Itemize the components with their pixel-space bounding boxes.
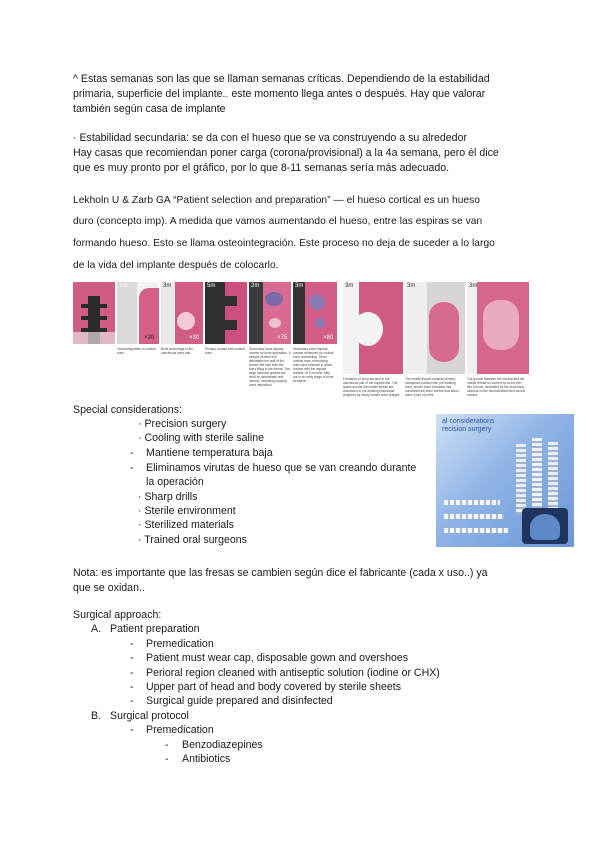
figure-caption: Osseointegration in cortical bone (117, 347, 156, 355)
tile-time-label: 3m (469, 283, 478, 289)
list-dash: - (130, 447, 134, 459)
tile-time-label: 1m (119, 283, 128, 289)
lekholm-line-3: formando hueso. Esto se llama osteointegración. Este proceso no deja de suceder a lo largo (73, 238, 495, 249)
list-dash: - (165, 739, 169, 751)
list-item: · Trained oral surgeons (138, 534, 247, 546)
histology-tile (117, 282, 159, 344)
lekholm-line-2: duro (concepto imp). A medida que vamos aumentando el hueso, entre las espiras se van (73, 216, 483, 227)
figure-caption: Primary contact with cortical bone (205, 347, 245, 355)
list-item: Mantiene temperatura baja (146, 447, 273, 459)
list-item: · Sterilized materials (138, 519, 234, 531)
histology-figure-right (343, 282, 529, 400)
list-dash: - (130, 695, 134, 707)
histology-tile (467, 282, 529, 374)
list-item: · Precision surgery (138, 418, 227, 430)
figure-caption: Formation of bony anchors in the cancellous part of the implant site. The space around the middle thread are connected to pre-existing trabeculae (brighter) by newly formed bone bridges (343, 377, 400, 397)
tile-time-label: 2m (251, 283, 260, 289)
para2-line-2: Hay casas que recomiendan poner carga (corona/provisional) a la 4a semana, pero él dice (73, 147, 499, 159)
lekholm-line-4: de la vida del implante después de colocarlo. (73, 260, 279, 271)
list-item: la operación (146, 476, 204, 488)
list-item: Perioral region cleaned with antiseptic solution (iodine or CHX) (146, 667, 440, 679)
list-dash: - (165, 753, 169, 765)
patient-preparation-heading: Patient preparation (110, 623, 200, 635)
list-item: Surgical guide prepared and disinfected (146, 695, 333, 707)
lekholm-line-1: Lekholn U & Zarb GA “Patient selection and preparation” — el hueso cortical es un hueso (73, 195, 480, 206)
histology-tile (249, 282, 291, 344)
section-marker-b: B. (91, 710, 102, 722)
surgical-protocol-heading: Surgical protocol (110, 710, 189, 722)
surgical-approach-title: Surgical approach: (73, 609, 162, 621)
para2-line-1: · Estabilidad secundaria: se da con el hueso que se va construyendo a su alrededor (73, 132, 467, 144)
list-item: Benzodiazepines (182, 739, 263, 751)
figure-caption: Bone anchorage in the cancellous bone part (161, 347, 194, 355)
list-item: Eliminamos virutas de hueso que se van creando durante (146, 462, 417, 474)
para1-line-2: primaria, superficie del implante.. este momento llega antes o después. Hay que valorar (73, 88, 486, 100)
list-dash: - (130, 652, 134, 664)
figure-caption: The middle thread contacts primary, juxtaposed contact with pre-existing bone, woven bone formation has connected the bone anchor that stand bone a part of pores (405, 377, 459, 397)
list-item: · Sterile environment (138, 505, 236, 517)
para1-line-3: también según casa de implante (73, 103, 226, 115)
section-marker-a: A. (91, 623, 102, 635)
note-line-1: Nota: es importante que las fresas se cambien según dice el fabricante (cada x uso..) ya (73, 567, 488, 579)
tile-time-label: 5m (207, 283, 216, 289)
note-line-2: que se oxidan.. (73, 582, 145, 594)
list-dash: - (130, 724, 134, 736)
histology-tile (73, 282, 115, 344)
tile-scale-label: ×75 (277, 335, 288, 341)
list-item: Upper part of head and body covered by sterile sheets (146, 681, 401, 693)
drills-slide-photo (436, 414, 574, 547)
histology-tile (405, 282, 465, 374)
photo-text: al considerations (442, 418, 495, 425)
figure-caption: The groove between the coronal and the middle thread is covered by a new thin film of bone, deposited by the secondary osteons on the demineralized and wound surface (467, 377, 526, 397)
histology-tile (161, 282, 203, 344)
photo-text: recision surgery (442, 426, 492, 433)
tile-time-label: 3m (345, 283, 354, 289)
histology-tile (343, 282, 403, 374)
list-item: Premedication (146, 638, 214, 650)
tile-scale-label: ×80 (323, 335, 334, 341)
histology-figure-left (73, 282, 337, 400)
figure-caption: Secondary bone implant contact enhanced by cortical bone remodeling. Three cortical bone remodeling units have reached in direct contact with the implant surface. At 5 months, they are in an early stage of bone formation (293, 347, 334, 383)
tile-time-label: 3m (295, 283, 304, 289)
histology-tile (293, 282, 337, 344)
histology-tile (205, 282, 247, 344)
para1-line-1: ^ Estas semanas son las que se llaman semanas críticas. Dependiendo de la estabilidad (73, 73, 490, 85)
figure-caption: Secondary bone implant contact by bone apposition. A straight cement line delineates the wall of the former drill hole from the bony filling in the thread. Two large osteonal spaces are lined by osteoblasts and osteoid, indicating ongoing bone deposition (249, 347, 291, 387)
tile-scale-label: ×30 (189, 335, 200, 341)
tile-time-label: 3m (163, 283, 172, 289)
list-item: · Cooling with sterile saline (138, 432, 265, 444)
list-dash: - (130, 638, 134, 650)
list-dash: - (130, 462, 134, 474)
list-item: Premedication (146, 724, 214, 736)
tile-scale-label: ×30 (144, 335, 155, 341)
list-item: Antibiotics (182, 753, 231, 765)
para2-line-3: que es muy pronto por el gráfico, por lo que 8-11 semanas sería más adecuado. (73, 162, 450, 174)
special-considerations-title: Special considerations: (73, 404, 182, 416)
list-item: Patient must wear cap, disposable gown and overshoes (146, 652, 409, 664)
tile-time-label: 3m (407, 283, 416, 289)
list-dash: - (130, 667, 134, 679)
list-item: · Sharp drills (138, 491, 198, 503)
list-dash: - (130, 681, 134, 693)
